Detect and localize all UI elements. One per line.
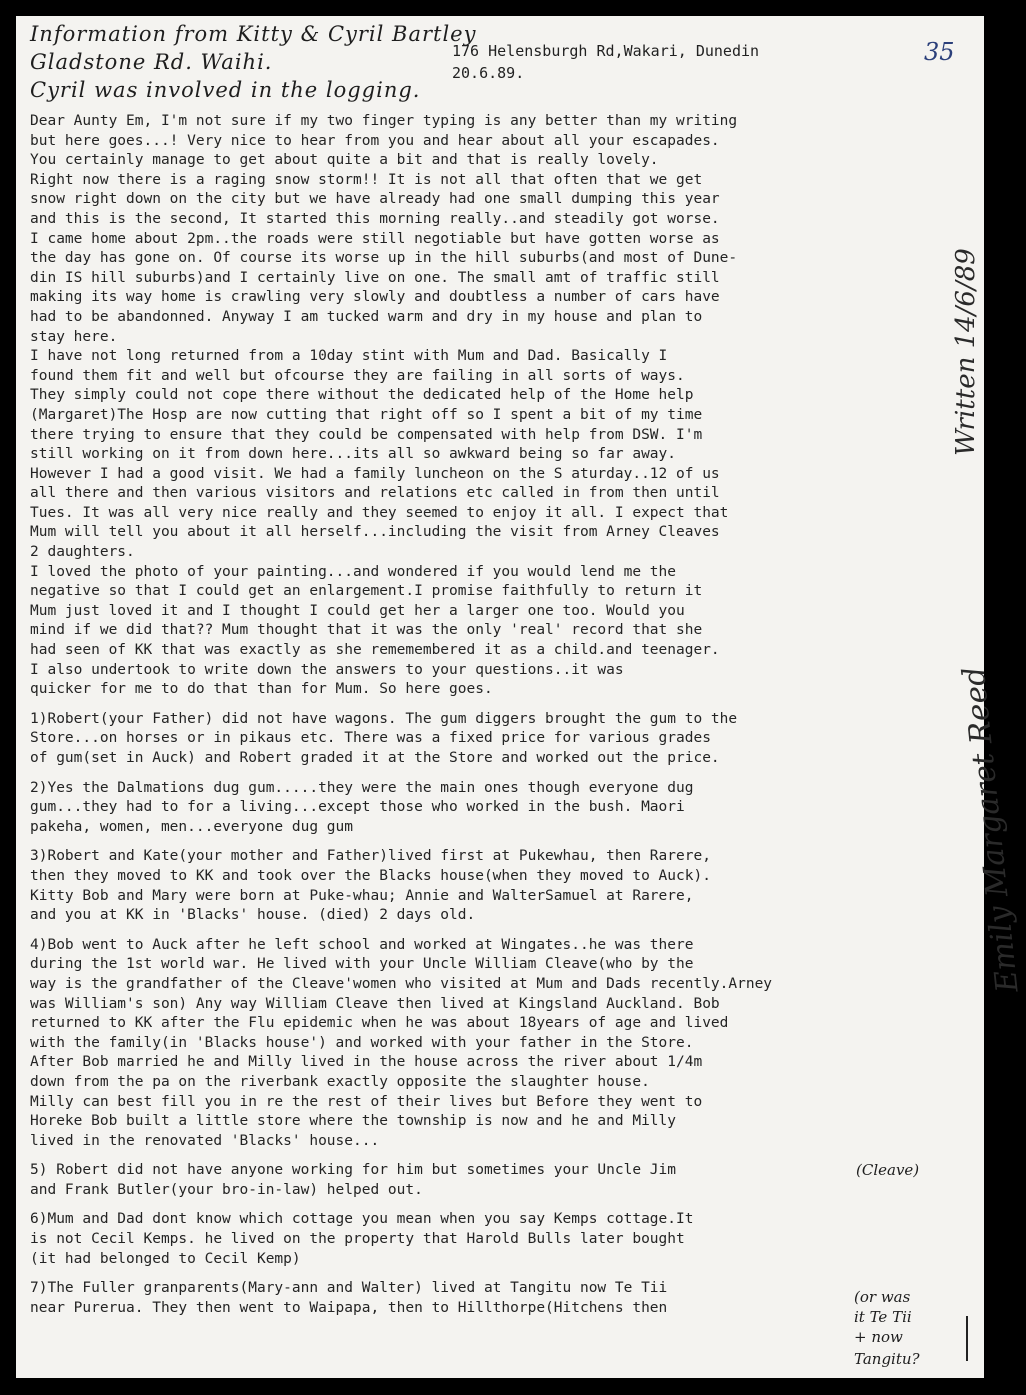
letter-line: snow right down on the city but we have already had one small dumping this year <box>30 191 720 208</box>
letter-line: You certainly manage to get about quite a bit and that is really lovely. <box>30 152 659 169</box>
letter-body <box>30 112 910 1318</box>
letter-line: the day has gone on. Of course its worse up in the hill suburbs(and most of Dune- <box>30 250 738 267</box>
answer-line: 4)Bob went to Auck after he left school and worked at Wingates..he was there <box>30 936 694 953</box>
answer-line: Kitty Bob and Mary were born at Puke-whau; Annie and WalterSamuel at Rarere, <box>30 887 694 904</box>
page-number: 35 <box>924 38 955 66</box>
answer-line: Horeke Bob built a little store where the township is now and he and Milly <box>30 1113 677 1130</box>
margin-mark <box>966 1316 968 1361</box>
paragraph-gap <box>30 1269 910 1279</box>
letter-line: Mum will tell you about it all herself...including the visit from Arney Cleaves <box>30 524 720 541</box>
answer-line: down from the pa on the riverbank exactly opposite the slaughter house. <box>30 1073 650 1090</box>
letter-line: there trying to ensure that they could be compensated with help from DSW. I'm <box>30 426 703 443</box>
answer-line: Milly can best fill you in re the rest of their lives but Before they went to <box>30 1093 703 1110</box>
letter-line: mind if we did that?? Mum thought that it was the only 'real' record that she <box>30 622 703 639</box>
paragraph-gap <box>30 1200 910 1210</box>
answer-line: 1)Robert(your Father) did not have wagons. The gum diggers brought the gum to the <box>30 710 738 727</box>
letter-line: stay here. <box>30 328 118 345</box>
answer-line: is not Cecil Kemps. he lived on the property that Harold Bulls later bought <box>30 1231 685 1248</box>
letter-line: and this is the second, It started this morning really..and steadily got worse. <box>30 210 720 227</box>
letter-line: Tues. It was all very nice really and they seemed to enjoy it all. I expect that <box>30 504 729 521</box>
letter-line: They simply could not cope there without the dedicated help of the Home help <box>30 387 694 404</box>
letter-line: 2 daughters. <box>30 544 135 561</box>
answer-line: After Bob married he and Milly lived in the house across the river about 1/4m <box>30 1054 703 1071</box>
answer-line: 5) Robert did not have anyone working for him but sometimes your Uncle Jim <box>30 1162 677 1179</box>
letter-line: all there and then various visitors and relations etc called in from then until <box>30 485 720 502</box>
letter-line: I also undertook to write down the answers to your questions..it was <box>30 661 624 678</box>
letter-line: quicker for me to do that than for Mum. So here goes. <box>30 681 493 698</box>
answer-line: 2)Yes the Dalmations dug gum.....they were the main ones though everyone dug <box>30 779 694 796</box>
letter-line: Mum just loved it and I thought I could get her a larger one too. Would you <box>30 602 685 619</box>
handwritten-logging-note: Cyril was involved in the logging. <box>30 78 421 102</box>
letter-line: still working on it from down here...its all so awkward being so far away. <box>30 446 677 463</box>
letter-line: negative so that I could get an enlargement.I promise faithfully to return it <box>30 583 703 600</box>
handwritten-written-date: Written 14/6/89 <box>951 248 981 456</box>
letter-line: Right now there is a raging snow storm!! It is not all that often that we get <box>30 171 703 188</box>
answer-line: 3)Robert and Kate(your mother and Father)lived first at Pukewhau, then Rarere, <box>30 848 711 865</box>
side-note-or-was: (or was <box>854 1288 911 1306</box>
answer-line: pakeha, women, men...everyone dug gum <box>30 818 354 835</box>
letter-line: making its way home is crawling very slowly and doubtless a number of cars have <box>30 289 720 306</box>
paragraph-gap <box>30 1151 910 1161</box>
side-note-now: + now <box>854 1328 903 1346</box>
answer-line: 7)The Fuller granparents(Mary-ann and Walter) lived at Tangitu now Te Tii <box>30 1280 668 1297</box>
letter-line: had to be abandonned. Anyway I am tucked warm and dry in my house and plan to <box>30 308 703 325</box>
letter-line: din IS hill suburbs)and I certainly live on one. The small amt of traffic still <box>30 269 720 286</box>
answer-line: Store...on horses or in pikaus etc. There was a fixed price for various grades <box>30 730 711 747</box>
side-note-tangitu: Tangitu? <box>854 1350 920 1368</box>
answer-line: of gum(set in Auck) and Robert graded it at the Store and worked out the price. <box>30 750 720 766</box>
letter-page <box>16 16 1026 1378</box>
paragraph-gap <box>30 926 910 936</box>
handwritten-name: Emily Margaret Reed <box>956 665 1026 994</box>
answer-line: during the 1st world war. He lived with your Uncle William Cleave(who by the <box>30 956 694 973</box>
answer-line: was William's son) Any way William Cleave then lived at Kingsland Auckland. Bob <box>30 995 720 1012</box>
answer-line: (it had belonged to Cecil Kemp) <box>30 1250 301 1267</box>
paragraph-gap <box>30 837 910 847</box>
handwritten-address-note: Gladstone Rd. Waihi. <box>30 50 273 74</box>
answer-line: lived in the renovated 'Blacks' house... <box>30 1132 380 1149</box>
answer-line: then they moved to KK and took over the Blacks house(when they moved to Auck). <box>30 867 711 884</box>
letter-line: Dear Aunty Em, I'm not sure if my two finger typing is any better than my writing <box>30 113 738 129</box>
answer-line: way is the grandfather of the Cleave'women who visited at Mum and Dads recently.Arney <box>30 975 773 992</box>
answer-line: and you at KK in 'Blacks' house. (died) 2 days old. <box>30 907 476 924</box>
letter-line: found them fit and well but ofcourse they are failing in all sorts of ways. <box>30 367 685 384</box>
letter-line: However I had a good visit. We had a family luncheon on the S aturday..12 of us <box>30 465 720 482</box>
letter-line: but here goes...! Very nice to hear from you and hear about all your escapades. <box>30 132 720 149</box>
paragraph-gap <box>30 700 910 710</box>
answer-line: returned to KK after the Flu epidemic when he was about 18years of age and lived <box>30 1015 729 1032</box>
letter-line: had seen of KK that was exactly as she rememembered it as a child.and teenager. <box>30 642 720 659</box>
answer-line: 6)Mum and Dad dont know which cottage you mean when you say Kemps cottage.It <box>30 1211 694 1228</box>
paragraph-gap <box>30 769 910 779</box>
letter-line: I have not long returned from a 10day stint with Mum and Dad. Basically I <box>30 348 668 365</box>
letter-line: I loved the photo of your painting...and wondered if you would lend me the <box>30 563 677 580</box>
side-note-te-tii: it Te Tii <box>854 1308 912 1326</box>
handwritten-source-note: Information from Kitty & Cyril Bartley <box>30 22 477 46</box>
side-note-cleave: (Cleave) <box>856 1161 920 1179</box>
answer-line: near Purerua. They then went to Waipapa, then to Hillthorpe(Hitchens then <box>30 1299 668 1316</box>
sender-address: 176 Helensburgh Rd,Wakari, Dunedin <box>452 42 760 60</box>
answer-line: and Frank Butler(your bro-in-law) helped out. <box>30 1181 423 1198</box>
answer-line: with the family(in 'Blacks house') and worked with your father in the Store. <box>30 1034 694 1051</box>
letter-date: 20.6.89. <box>452 64 525 82</box>
letter-line: I came home about 2pm..the roads were still negotiable but have gotten worse as <box>30 230 720 247</box>
answer-line: gum...they had to for a living...except those who worked in the bush. Maori <box>30 799 685 816</box>
letter-line: (Margaret)The Hosp are now cutting that right off so I spent a bit of my time <box>30 406 703 423</box>
